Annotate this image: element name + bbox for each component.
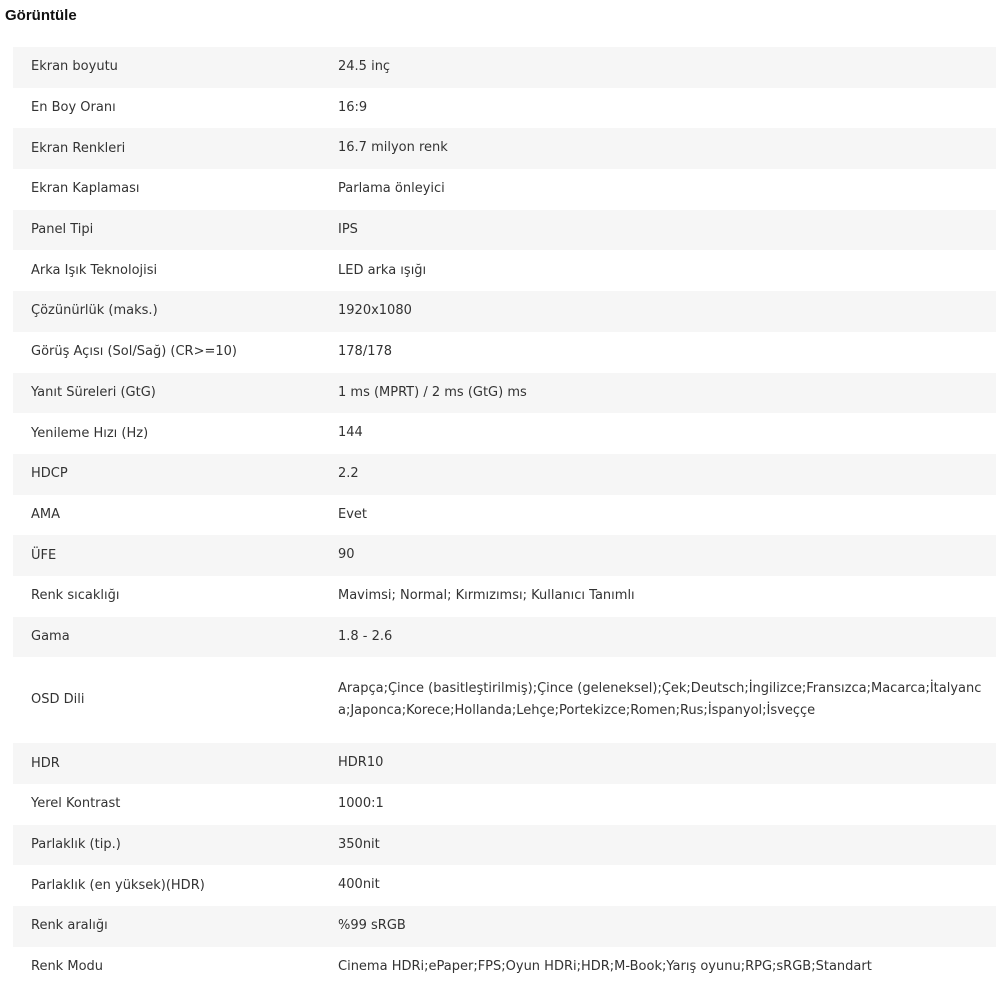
spec-label: Renk aralığı bbox=[31, 918, 108, 934]
spec-label: Ekran Renkleri bbox=[31, 140, 126, 156]
spec-label: Ekran Kaplaması bbox=[31, 181, 140, 197]
spec-label: Yanıt Süreleri (GtG) bbox=[31, 384, 156, 400]
spec-value: Mavimsi; Normal; Kırmızımsı; Kullanıcı Tanımlı bbox=[338, 588, 635, 604]
spec-label: Gama bbox=[31, 628, 70, 644]
spec-label: ÜFE bbox=[31, 547, 57, 563]
spec-row-brightness-typical bbox=[13, 825, 996, 866]
spec-value: Cinema HDRi;ePaper;FPS;Oyun HDRi;HDR;M-Book;Yarış oyunu;RPG;sRGB;Standart bbox=[338, 958, 872, 974]
section-title: Görüntüle bbox=[5, 7, 77, 24]
spec-value: 24.5 inç bbox=[338, 59, 391, 75]
spec-value: HDR10 bbox=[338, 755, 384, 771]
spec-row-panel-type bbox=[13, 210, 996, 251]
spec-value: 2.2 bbox=[338, 465, 359, 481]
spec-label: Yerel Kontrast bbox=[31, 796, 121, 812]
spec-value: 178/178 bbox=[338, 343, 393, 359]
spec-row-viewing-angle bbox=[13, 332, 996, 373]
spec-row-gamma bbox=[13, 617, 996, 658]
spec-row-refresh-rate bbox=[13, 413, 996, 454]
spec-row-aspect-ratio bbox=[13, 88, 996, 129]
spec-value: 1.8 - 2.6 bbox=[338, 628, 393, 644]
spec-row-hdr bbox=[13, 743, 996, 784]
spec-row-screen-size bbox=[13, 47, 996, 88]
spec-row-ufe bbox=[13, 535, 996, 576]
spec-label: Panel Tipi bbox=[31, 222, 94, 238]
spec-label: Renk Modu bbox=[31, 959, 104, 975]
spec-value: Evet bbox=[338, 506, 368, 522]
spec-label: En Boy Oranı bbox=[31, 100, 116, 116]
spec-label: Görüş Açısı (Sol/Sağ) (CR>=10) bbox=[31, 344, 237, 360]
spec-row-color-mode bbox=[13, 947, 996, 988]
spec-row-response-time bbox=[13, 373, 996, 414]
spec-label: AMA bbox=[31, 506, 61, 522]
spec-row-resolution bbox=[13, 291, 996, 332]
spec-value: 90 bbox=[338, 547, 355, 563]
spec-label: HDCP bbox=[31, 466, 68, 482]
spec-value: 350nit bbox=[338, 836, 380, 852]
spec-row-hdcp bbox=[13, 454, 996, 495]
spec-row-color-gamut bbox=[13, 906, 996, 947]
spec-value: 16.7 milyon renk bbox=[338, 140, 448, 156]
spec-value: 1 ms (MPRT) / 2 ms (GtG) ms bbox=[338, 384, 527, 400]
spec-row-color-temperature bbox=[13, 576, 996, 617]
spec-label: Yenileme Hızı (Hz) bbox=[31, 425, 149, 441]
spec-label: Arka Işık Teknolojisi bbox=[31, 262, 158, 278]
spec-value: 400nit bbox=[338, 877, 380, 893]
spec-value: Arapça;Çince (basitleştirilmiş);Çince (geleneksel);Çek;Deutsch;İngilizce;Fransızca;Macarca;İtalyanca;Japonca;Korece;Hollanda;Lehçe;Portekizce;Romen;Rus;İspanyol;İsveççe bbox=[338, 680, 982, 719]
spec-row-display-colors bbox=[13, 128, 996, 169]
spec-label: Parlaklık (tip.) bbox=[31, 837, 121, 853]
spec-label: HDR bbox=[31, 755, 60, 771]
spec-label: Renk sıcaklığı bbox=[31, 588, 120, 604]
spec-value: 1000:1 bbox=[338, 796, 384, 812]
spec-label: Parlaklık (en yüksek)(HDR) bbox=[31, 877, 205, 893]
spec-row-brightness-peak-hdr bbox=[13, 865, 996, 906]
spec-table bbox=[13, 47, 996, 987]
spec-value: Parlama önleyici bbox=[338, 181, 445, 197]
spec-row-osd-language bbox=[13, 657, 996, 743]
spec-value: 144 bbox=[338, 425, 363, 441]
spec-value: %99 sRGB bbox=[338, 918, 406, 934]
spec-value: 16:9 bbox=[338, 99, 368, 115]
spec-label: Ekran boyutu bbox=[31, 59, 118, 75]
spec-row-local-contrast bbox=[13, 784, 996, 825]
spec-row-ama bbox=[13, 495, 996, 536]
spec-row-backlight bbox=[13, 250, 996, 291]
spec-row-display-coating bbox=[13, 169, 996, 210]
spec-label: Çözünürlük (maks.) bbox=[31, 303, 158, 319]
spec-value: IPS bbox=[338, 221, 358, 237]
spec-value: LED arka ışığı bbox=[338, 262, 427, 278]
spec-value: 1920x1080 bbox=[338, 303, 412, 319]
spec-label: OSD Dili bbox=[31, 692, 85, 708]
